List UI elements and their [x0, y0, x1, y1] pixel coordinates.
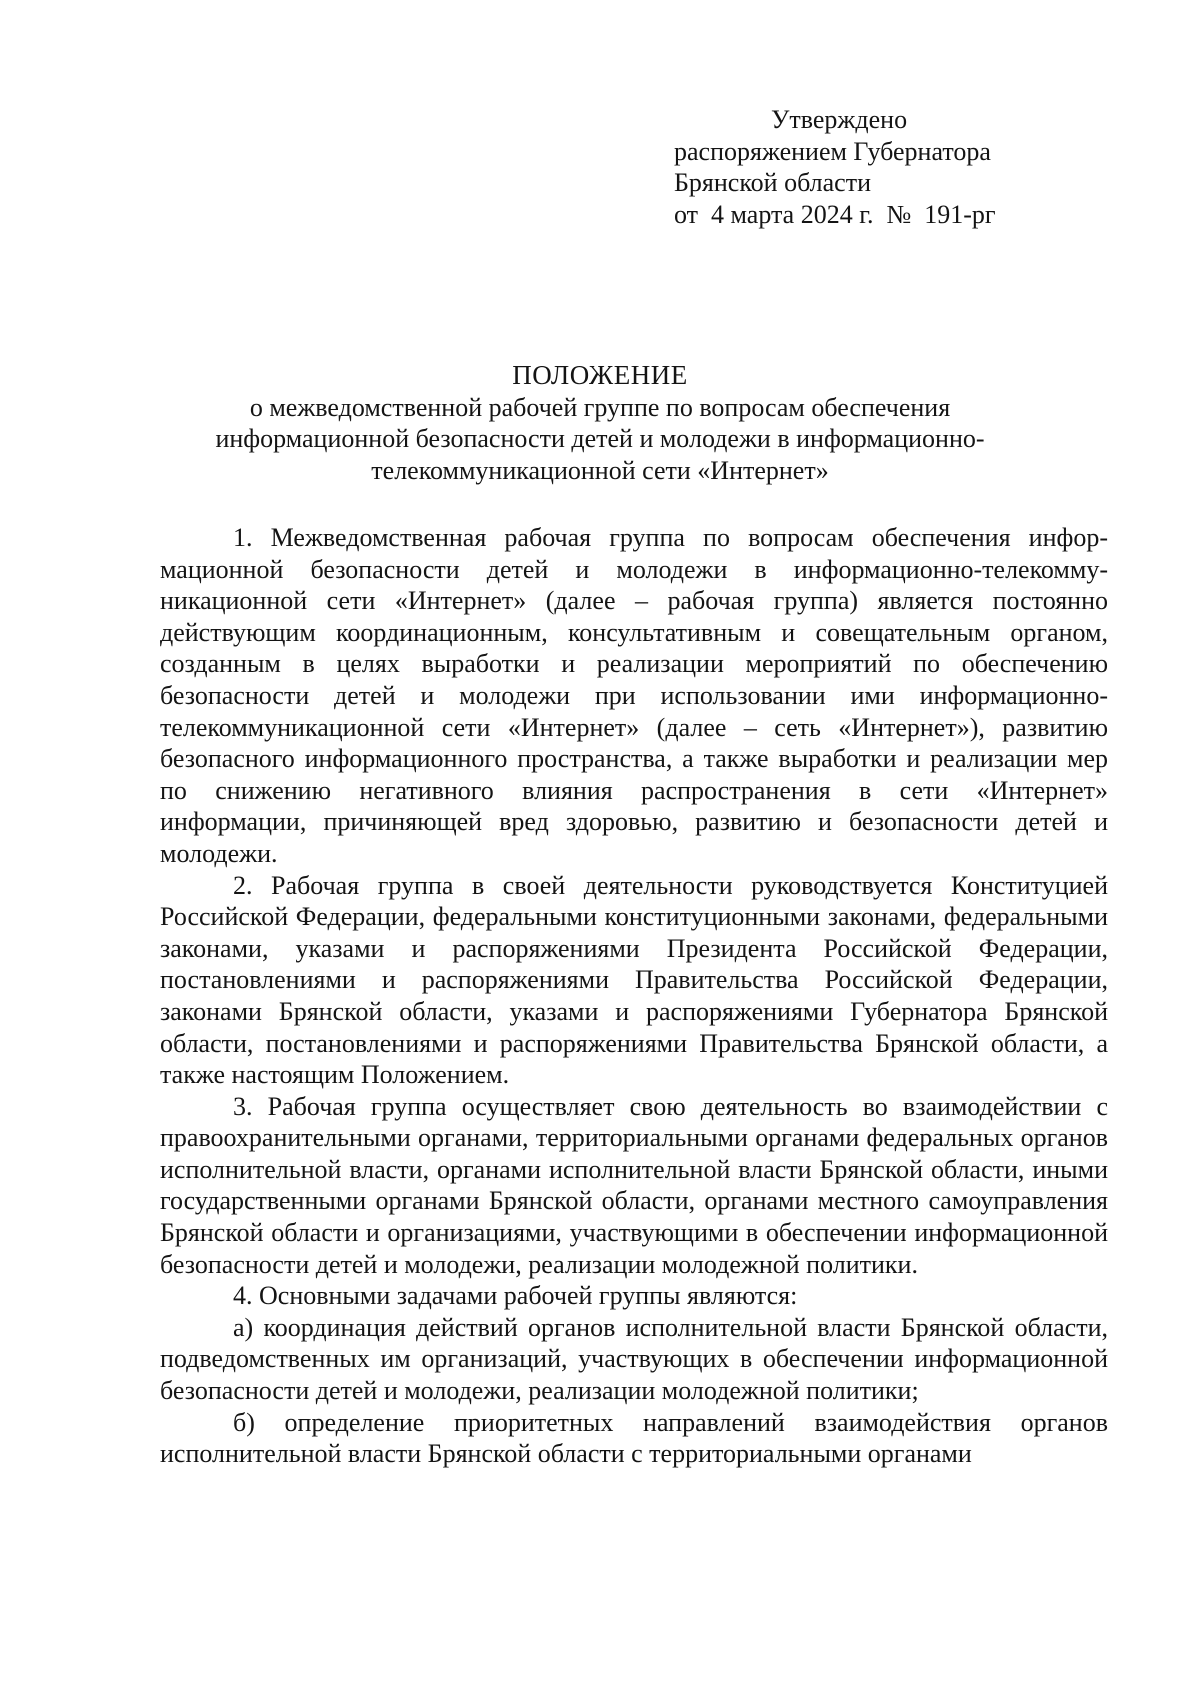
- title-subtitle: о межведомственной рабочей группе по вопросам обеспечения: [249, 392, 951, 422]
- title-subtitle: телекоммуникационной сети «Интернет»: [371, 455, 829, 485]
- document-title: [120, 360, 1080, 486]
- page-title: ПОЛОЖЕНИЕ: [512, 360, 688, 390]
- paragraph-3: 3. Рабочая группа осуществляет свою деятельность во взаимодействии с правоохранительными органами, территориальными органами федеральных органов исполнительной власти, органами исполнительной власти Брянской области, иными государственными органами Брянской области, органами местного самоуправления Брянской области и организациями, участвующими в обеспечении информационной безопасности детей и молодежи, реализации молодежной политики.: [160, 1091, 1108, 1279]
- title-subtitle: информационной безопасности детей и молодежи в информационно-: [215, 424, 985, 453]
- paragraph-4a: а) координация действий органов исполнительной власти Брянской области, подведомственных им организаций, участвующих в обеспечении информационной безопасности детей и молодежи, реализации молодежной политики;: [160, 1312, 1108, 1406]
- approval-date-number: от 4 марта 2024 г. № 191-рг: [674, 199, 996, 229]
- approval-line: распоряжением Губернатора: [674, 136, 991, 166]
- paragraph-2: 2. Рабочая группа в своей деятельности руководствуется Конституцией Российской Федерации, федеральными конституционными законами, федеральными законами, указами и распоряжениями Президента Российской Федерации, постановлениями и распоряжениями Правительства Российской Федерации, законами Брянской области, указами и распоряжениями Губернатора Брянской области, постановлениями и распоряжениями Правительства Брянской области, а также настоящим Положением.: [160, 870, 1108, 1090]
- paragraph-4: 4. Основными задачами рабочей группы являются:: [233, 1281, 798, 1311]
- paragraph-1: 1. Межведомственная рабочая группа по вопросам обеспечения информационной безопасности детей и молодежи в информационно-телекоммуникационной сети «Интернет» (далее – рабочая группа) является постоянно действующим координационным, консультативным и совещательным органом, созданным в целях выработки и реализации мероприятий по обеспечению безопасности детей и молодежи при использовании ими информационно-телекоммуникационной сети «Интернет» (далее – сеть «Интернет»), развитию безопасного информационного пространства, а также выработки и реализации мер по снижению негативного влияния распространения в сети «Интернет» информации, причиняющей вред здоровью, развитию и безопасности детей и молодежи.: [160, 523, 1108, 868]
- approval-line: Утверждено: [771, 105, 908, 134]
- approval-stamp: [674, 104, 1094, 230]
- paragraph-4b: б) определение приоритетных направлений взаимодействия органов исполнительной власти Брянской области с территориальными органами: [160, 1407, 1108, 1469]
- document-body: [160, 522, 1108, 1470]
- approval-line: Брянской области: [674, 168, 871, 197]
